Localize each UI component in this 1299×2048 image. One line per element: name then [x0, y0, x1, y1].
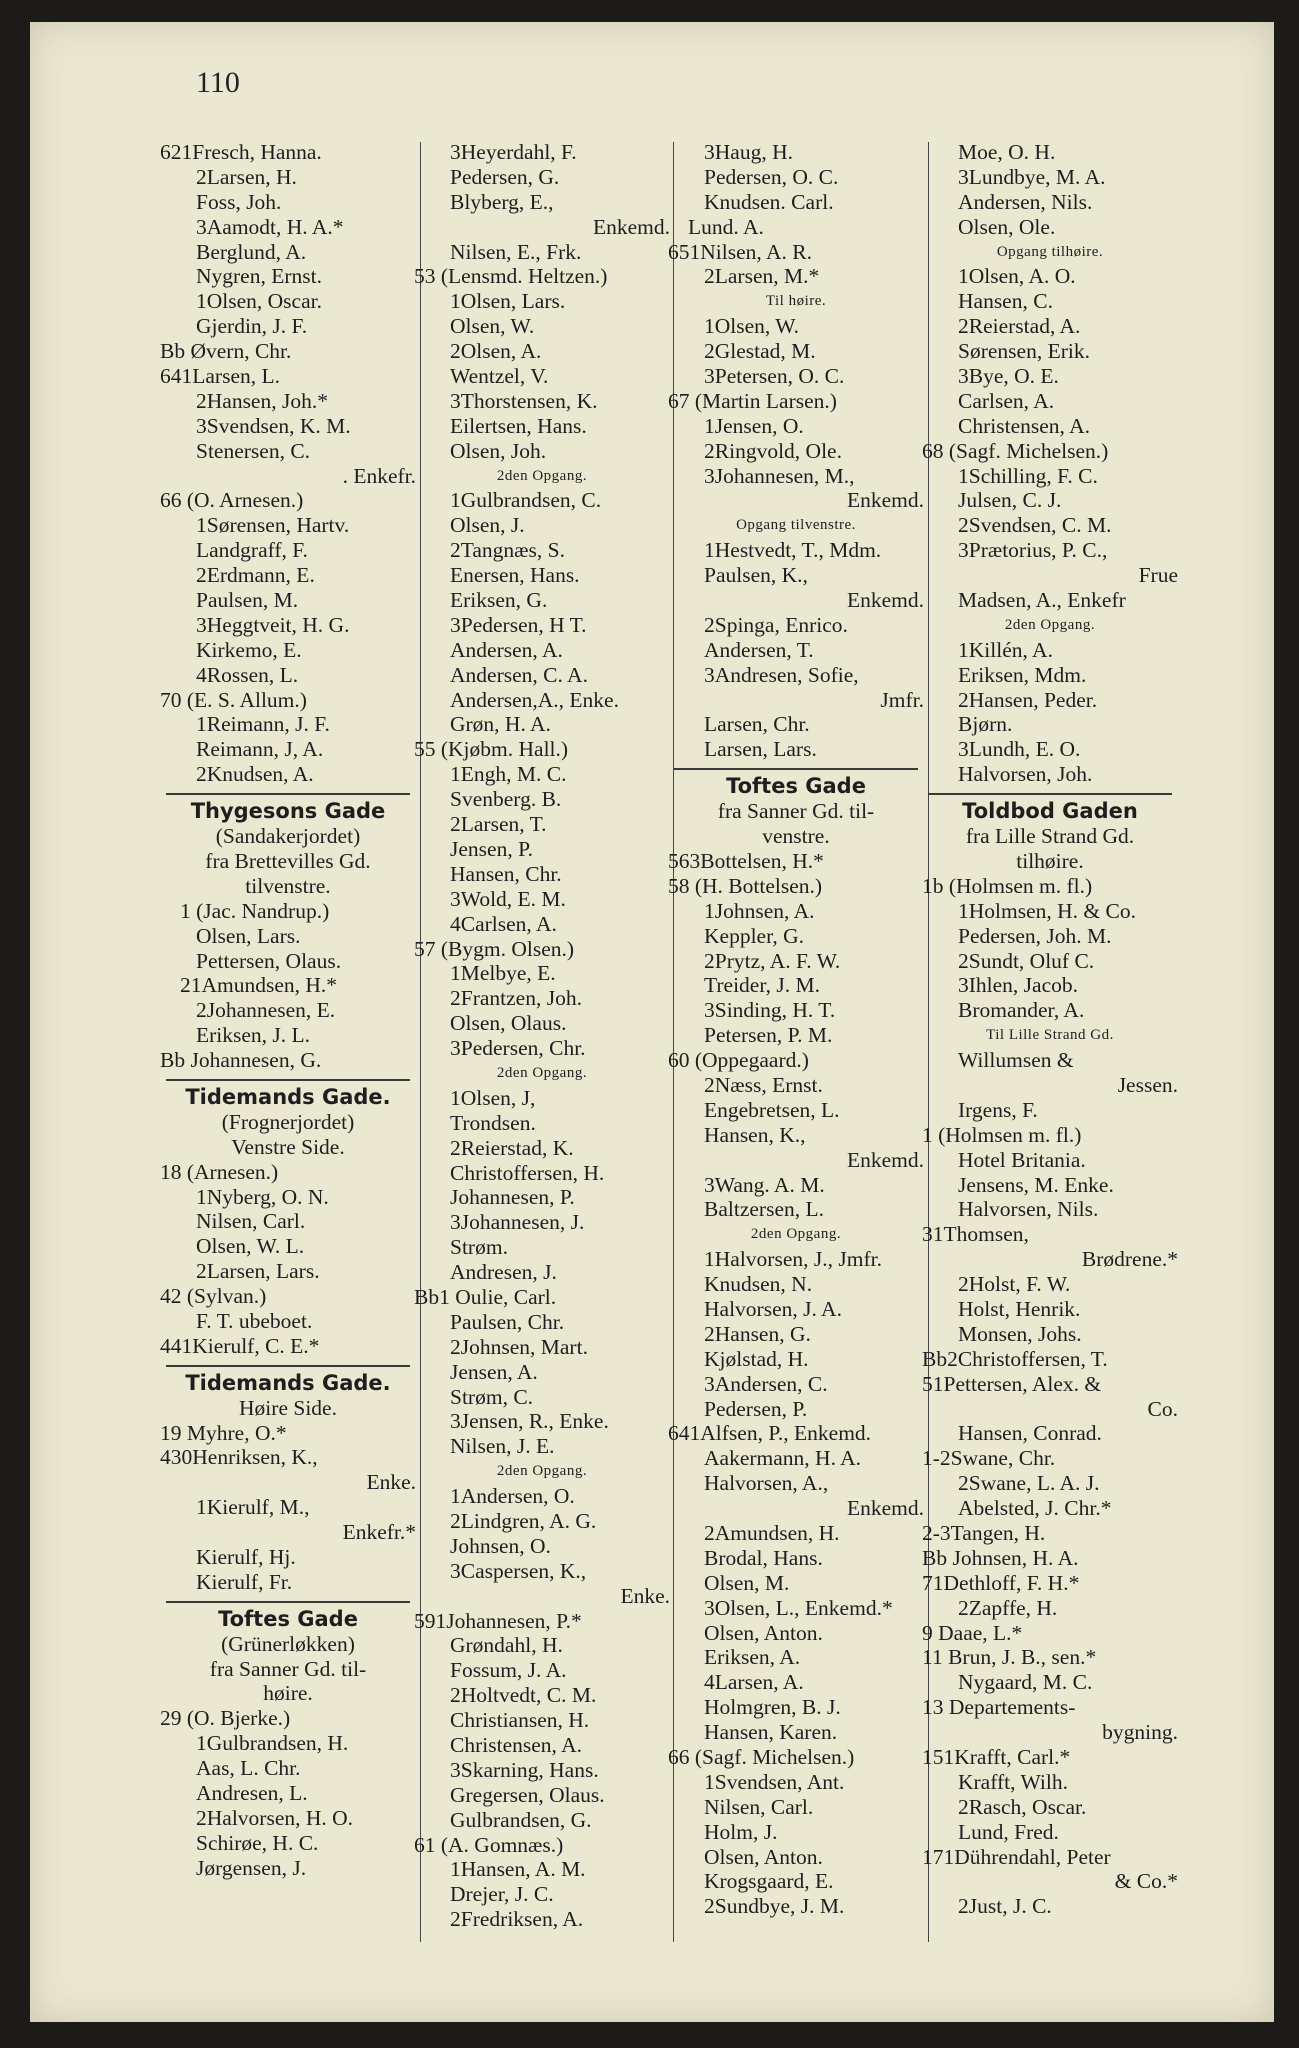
directory-entry: fra Sanner Gd. til- [209, 1656, 367, 1681]
directory-entry: Pedersen, P. [704, 1396, 808, 1421]
directory-entry: Paulsen, Chr. [450, 1309, 565, 1334]
directory-entry: 1Olsen, Lars. [450, 289, 566, 314]
directory-entry: 4Larsen, A. [704, 1670, 804, 1695]
directory-entry: 1Engh, M. C. [450, 762, 567, 787]
directory-entry: Kierulf, Hj. [196, 1544, 296, 1569]
directory-entry: Lund, Fred. [958, 1819, 1059, 1844]
directory-entry: 441Kierulf, C. E.* [160, 1333, 320, 1358]
directory-entry: 2Svendsen, C. M. [958, 513, 1112, 538]
directory-entry: 651Nilsen, A. R. [668, 239, 812, 264]
directory-entry: tilvenstre. [245, 873, 331, 898]
directory-entry: Baltzersen, L. [704, 1197, 824, 1222]
directory-entry: 3Wang. A. M. [704, 1172, 825, 1197]
directory-entry: 1Olsen, J, [450, 1085, 536, 1110]
directory-entry: 2Frantzen, Joh. [450, 986, 582, 1011]
directory-entry: Jensen, P. [450, 836, 534, 861]
directory-entry: Irgens, F. [958, 1097, 1038, 1122]
directory-entry: 2Sundbye, J. M. [704, 1894, 845, 1919]
column-1 [160, 140, 416, 1881]
directory-entry: Halvorsen, Joh. [958, 762, 1093, 787]
directory-entry: Grøndahl, H. [450, 1633, 563, 1658]
directory-entry: Andersen,A., Enke. [450, 687, 619, 712]
directory-entry: Grøn, H. A. [450, 712, 551, 737]
directory-entry: 3Bye, O. E. [958, 364, 1059, 389]
directory-entry: Krogsgaard, E. [704, 1869, 834, 1894]
directory-entry: Strøm, C. [450, 1384, 534, 1409]
directory-entry: Gulbrandsen, G. [450, 1807, 592, 1832]
directory-entry: 2Sundt, Oluf C. [958, 948, 1095, 973]
directory-entry: 2Larsen, T. [450, 812, 547, 837]
directory-entry: 2Halvorsen, H. O. [196, 1805, 354, 1830]
directory-entry: 151Krafft, Carl.* [922, 1745, 1071, 1769]
directory-entry: 2Holtvedt, C. M. [450, 1683, 597, 1708]
directory-entry: Halvorsen, J. A. [704, 1296, 842, 1321]
directory-entry: 1 (Holmsen m. fl.) [922, 1122, 1082, 1147]
directory-entry: 3Pedersen, H T. [450, 612, 587, 637]
street-heading: Toftes Gade [726, 774, 866, 799]
directory-entry: 18 (Arnesen.) [160, 1159, 279, 1184]
directory-entry: Andersen, Nils. [958, 189, 1093, 214]
directory-entry: Gregersen, Olaus. [450, 1782, 605, 1807]
directory-entry: Hansen, Chr. [450, 861, 562, 886]
directory-entry: 2-3Tangen, H. [922, 1520, 1046, 1545]
directory-entry: Foss, Joh. [196, 189, 282, 214]
directory-entry: 3Olsen, L., Enkemd.* [704, 1595, 893, 1620]
directory-entry: Jørgensen, J. [196, 1855, 307, 1880]
column-2 [414, 140, 670, 1932]
directory-entry: Olsen, M. [704, 1570, 790, 1595]
directory-entry: 2Næss, Ernst. [704, 1072, 823, 1097]
directory-entry: Kjølstad, H. [704, 1346, 809, 1371]
directory-entry: 19 Myhre, O.* [160, 1420, 287, 1445]
street-heading: Toftes Gade [218, 1606, 358, 1631]
directory-entry: Olsen, Ole. [958, 214, 1056, 239]
directory-entry: 51Pettersen, Alex. & [922, 1371, 1102, 1396]
directory-entry: Trondsen. [450, 1110, 536, 1135]
directory-entry: 1 (Jac. Nandrup.) [180, 898, 330, 923]
directory-entry: 1Nyberg, O. N. [196, 1184, 329, 1209]
directory-entry: 1Halvorsen, J., Jmfr. [704, 1247, 882, 1272]
section-divider [160, 787, 416, 799]
directory-entry: Kierulf, Fr. [196, 1569, 293, 1594]
directory-entry: 2Johnsen, Mart. [450, 1334, 588, 1359]
directory-entry: Moe, O. H. [958, 140, 1056, 164]
directory-entry: Aas, L. Chr. [196, 1756, 301, 1781]
directory-entry: Eriksen, J. L. [196, 1023, 311, 1048]
directory-entry: Andersen, C. A. [450, 662, 588, 687]
directory-entry: Keppler, G. [704, 923, 805, 948]
directory-entry: Jensens, M. Enke. [958, 1172, 1114, 1197]
directory-entry: 2Olsen, A. [450, 339, 542, 364]
directory-entry: 2Just, J. C. [958, 1894, 1052, 1919]
directory-entry: 3Lundbye, M. A. [958, 164, 1106, 189]
directory-entry: Paulsen, K., [704, 563, 808, 588]
directory-entry: Reimann, J, A. [196, 737, 324, 762]
directory-entry: Enkefr.* [342, 1520, 416, 1545]
directory-entry: 3Aamodt, H. A.* [196, 214, 344, 239]
directory-entry: Paulsen, M. [196, 588, 299, 613]
directory-entry: 58 (H. Bottelsen.) [668, 873, 823, 898]
directory-entry: Hansen, Karen. [704, 1720, 838, 1745]
directory-entry: Enkemd. [846, 588, 924, 613]
directory-entry: Enkemd. [846, 488, 924, 513]
directory-entry: Bb Øvern, Chr. [160, 339, 292, 364]
stairway-note: Opgang tilvenstre. [736, 517, 856, 534]
directory-entry: . Enkefr. [342, 463, 416, 488]
directory-entry: Brødrene.* [1081, 1247, 1178, 1272]
section-divider [668, 762, 924, 774]
directory-entry: 9 Daae, L.* [922, 1620, 1023, 1645]
directory-entry: Johnsen, O. [450, 1533, 551, 1558]
directory-entry: Enke. [620, 1583, 670, 1608]
directory-entry: 3Heyerdahl, F. [450, 140, 577, 164]
directory-entry: 2Hansen, Joh.* [196, 388, 328, 413]
page-number: 110 [196, 66, 240, 99]
directory-entry: 591Johannesen, P.* [414, 1608, 582, 1633]
directory-page [30, 22, 1274, 2022]
directory-entry: fra Lille Strand Gd. [965, 824, 1135, 849]
directory-entry: høire. [263, 1681, 313, 1706]
directory-entry: 2Rasch, Oscar. [958, 1794, 1087, 1819]
directory-entry: 4Rossen, L. [196, 662, 299, 687]
directory-entry: 1Hestvedt, T., Mdm. [704, 538, 882, 563]
directory-entry: 171Dührendahl, Peter [922, 1844, 1111, 1869]
directory-entry: Holst, Henrik. [958, 1296, 1081, 1321]
directory-entry: 2Fredriksen, A. [450, 1907, 584, 1932]
directory-entry: Bb2Christoffersen, T. [922, 1346, 1108, 1371]
directory-entry: 2Reierstad, A. [958, 314, 1081, 339]
directory-entry: Nygaard, M. C. [958, 1670, 1093, 1695]
directory-entry: Christensen, A. [450, 1733, 582, 1757]
directory-entry: 2Swane, L. A. J. [958, 1471, 1100, 1496]
directory-entry: 42 (Sylvan.) [160, 1284, 267, 1309]
directory-entry: 1Olsen, A. O. [958, 264, 1076, 289]
directory-entry: Pedersen, G. [450, 164, 560, 189]
directory-entry: 1Olsen, W. [704, 314, 799, 339]
directory-entry: 1Holmsen, H. & Co. [958, 898, 1136, 923]
section-divider [922, 787, 1178, 799]
street-heading: Tidemands Gade. [185, 1370, 391, 1395]
directory-entry: (Frognerjordet) [221, 1109, 355, 1134]
directory-entry: Hansen, Conrad. [958, 1421, 1102, 1446]
directory-entry: 3Jensen, R., Enke. [450, 1409, 609, 1434]
directory-entry: 3Ihlen, Jacob. [958, 973, 1079, 998]
directory-entry: 53 (Lensmd. Heltzen.) [414, 264, 608, 289]
directory-entry: Olsen, Lars. [196, 923, 301, 948]
directory-entry: 2Amundsen, H. [704, 1520, 840, 1545]
directory-entry: Blyberg, E., [450, 189, 554, 214]
directory-entry: Monsen, Johs. [958, 1321, 1082, 1346]
directory-entry: Enkemd. [592, 214, 670, 239]
directory-entry: Nygren, Ernst. [196, 264, 322, 289]
column-4 [922, 140, 1178, 1919]
directory-entry: 3Heggtveit, H. G. [196, 612, 350, 637]
directory-entry: Aakermann, H. A. [704, 1446, 862, 1471]
directory-entry: Hotel Britania. [958, 1147, 1086, 1172]
directory-entry: 3Skarning, Hans. [450, 1757, 599, 1782]
directory-entry: 2Prytz, A. F. W. [704, 948, 841, 973]
directory-entry: Christensen, A. [958, 413, 1090, 438]
directory-entry: Sørensen, Erik. [958, 339, 1090, 364]
directory-entry: 1Gulbrandsen, C. [450, 488, 602, 513]
directory-entry: 71Dethloff, F. H.* [922, 1570, 1080, 1595]
directory-entry: Holm, J. [704, 1819, 778, 1844]
directory-entry: 66 (O. Arnesen.) [160, 488, 304, 513]
directory-entry: 1Johnsen, A. [704, 898, 815, 923]
directory-entry: 1Olsen, Oscar. [196, 289, 322, 314]
directory-entry: Pettersen, Olaus. [196, 948, 342, 973]
stairway-note: 2den Opgang. [496, 467, 588, 484]
directory-entry: Holmgren, B. J. [704, 1695, 841, 1720]
directory-entry: Co. [1147, 1396, 1178, 1421]
directory-entry: Petersen, P. M. [704, 1023, 833, 1048]
directory-entry: Johannesen, P. [450, 1185, 575, 1210]
directory-entry: Nilsen, Carl. [196, 1209, 306, 1234]
directory-entry: 70 (E. S. Allum.) [160, 687, 307, 712]
directory-entry: Olsen, Olaus. [450, 1011, 567, 1036]
directory-entry: 641Larsen, L. [160, 364, 281, 389]
directory-entry: 641Alfsen, P., Enkemd. [668, 1421, 872, 1446]
directory-entry: Olsen, Joh. [450, 438, 547, 463]
directory-entry: 3Johannesen, J. [450, 1210, 585, 1235]
directory-entry: Svenberg. B. [450, 787, 562, 812]
directory-entry: 3Andresen, Sofie, [704, 662, 859, 687]
directory-entry: Bb1 Oulie, Carl. [414, 1284, 557, 1309]
directory-entry: 1Gulbrandsen, H. [196, 1731, 349, 1756]
directory-entry: 3Pedersen, Chr. [450, 1036, 586, 1061]
directory-entry: 2Glestad, M. [704, 339, 816, 364]
directory-entry: Olsen, W. L. [196, 1234, 305, 1259]
directory-entry: Nilsen, J. E. [450, 1434, 555, 1459]
directory-entry: Andresen, L. [196, 1781, 308, 1805]
directory-entry: 2Zapffe, H. [958, 1595, 1058, 1620]
directory-entry: Andresen, J. [450, 1260, 557, 1285]
directory-entry: 3Prætorius, P. C., [958, 538, 1108, 563]
directory-entry: Nilsen, E., Frk. [450, 239, 582, 264]
directory-entry: Jmfr. [880, 687, 924, 712]
directory-entry: 61 (A. Gomnæs.) [414, 1832, 564, 1857]
directory-entry: Olsen, J. [450, 513, 525, 538]
directory-entry: 3Haug, H. [704, 140, 793, 164]
directory-entry: Pedersen, Joh. M. [958, 923, 1112, 948]
directory-entry: bygning. [1102, 1720, 1178, 1745]
directory-entry: 3Lundh, E. O. [958, 737, 1081, 762]
directory-entry: F. T. ubeboet. [196, 1308, 313, 1333]
directory-entry: Knudsen, N. [704, 1272, 813, 1297]
directory-entry: Engebretsen, L. [704, 1097, 840, 1122]
directory-entry: 3Sinding, H. T. [704, 998, 836, 1023]
directory-entry: Brodal, Hans. [704, 1545, 823, 1570]
directory-entry: 2Ringvold, Ole. [704, 438, 842, 463]
directory-entry: 2Reierstad, K. [450, 1135, 574, 1160]
directory-entry: Enkemd. [846, 1496, 924, 1521]
directory-entry: 3Petersen, O. C. [704, 364, 845, 389]
stairway-note: Til Lille Strand Gd. [986, 1027, 1114, 1044]
directory-entry: 2Erdmann, E. [196, 563, 315, 588]
directory-entry: 29 (O. Bjerke.) [160, 1706, 291, 1731]
directory-entry: Knudsen. Carl. [704, 189, 834, 214]
directory-entry: fra Sanner Gd. til- [717, 799, 875, 824]
directory-entry: 1Jensen, O. [704, 413, 804, 438]
directory-entry: 2Knudsen, A. [196, 762, 314, 787]
stairway-note: 2den Opgang. [496, 1463, 588, 1480]
directory-entry: Julsen, C. J. [958, 488, 1062, 513]
directory-entry: Treider, J. M. [704, 973, 821, 998]
directory-entry: Fossum, J. A. [450, 1658, 567, 1683]
directory-entry: 57 (Bygm. Olsen.) [414, 936, 575, 961]
directory-entry: 563Bottelsen, H.* [668, 848, 824, 873]
directory-entry: fra Brettevilles Gd. [205, 848, 371, 873]
directory-entry: 3Andersen, C. [704, 1371, 828, 1396]
directory-entry: Nilsen, Carl. [704, 1794, 814, 1819]
directory-entry: Abelsted, J. Chr.* [958, 1496, 1112, 1521]
stairway-note: Til høire. [765, 293, 827, 310]
directory-entry: Gjerdin, J. F. [196, 314, 308, 339]
directory-entry: Landgraff, F. [196, 538, 308, 563]
directory-entry: Christoffersen, H. [450, 1160, 605, 1185]
directory-entry: Berglund, A. [196, 239, 307, 264]
directory-entry: Eilertsen, Hans. [450, 413, 587, 438]
directory-entry: Wentzel, V. [450, 364, 549, 389]
directory-entry: Christiansen, H. [450, 1708, 590, 1733]
directory-entry: Eriksen, G. [450, 588, 548, 613]
directory-entry: Enkemd. [846, 1147, 924, 1172]
directory-entry: 3Thorstensen, K. [450, 388, 598, 413]
directory-entry: 1Schilling, F. C. [958, 463, 1098, 488]
directory-entry: Larsen, Lars. [704, 737, 817, 762]
directory-entry: 1Kierulf, M., [196, 1495, 310, 1520]
directory-entry: Pedersen, O. C. [704, 164, 839, 189]
directory-entry: 1Reimann, J. F. [196, 712, 330, 737]
directory-entry: Hansen, C. [958, 289, 1053, 314]
directory-entry: 2Larsen, M.* [704, 264, 820, 289]
directory-entry: 2Larsen, H. [196, 164, 297, 189]
directory-entry: Andersen, T. [704, 637, 814, 662]
directory-entry: 1Hansen, A. M. [450, 1857, 586, 1882]
directory-entry: 2Johannesen, E. [196, 998, 336, 1023]
directory-entry: Larsen, Chr. [704, 712, 810, 737]
street-heading: Thygesons Gade [190, 799, 386, 824]
directory-entry: & Co.* [1114, 1869, 1178, 1894]
directory-entry: 21Amundsen, H.* [180, 973, 338, 998]
directory-entry: venstre. [762, 824, 830, 849]
directory-entry: 3Johannesen, M., [704, 463, 855, 488]
directory-entry: (Sandakerjordet) [215, 824, 361, 849]
directory-entry: Bjørn. [958, 712, 1013, 737]
directory-entry: tilhøire. [1016, 848, 1084, 873]
directory-entry: 31Thomsen, [922, 1222, 1029, 1247]
directory-entry: 621Fresch, Hanna. [160, 140, 322, 164]
directory-entry: 11 Brun, J. B., sen.* [922, 1645, 1097, 1670]
directory-entry: Bromander, A. [958, 998, 1085, 1023]
section-divider [160, 1595, 416, 1607]
directory-entry: Høire Side. [239, 1395, 337, 1420]
directory-entry: 3Wold, E. M. [450, 886, 566, 911]
directory-entry: 2Tangnæs, S. [450, 538, 565, 563]
section-divider [160, 1073, 416, 1085]
stairway-note: 2den Opgang. [750, 1226, 842, 1243]
directory-entry: Halvorsen, Nils. [958, 1197, 1099, 1222]
directory-entry: Frue [1138, 563, 1178, 588]
section-divider [160, 1359, 416, 1371]
directory-entry: Eriksen, A. [704, 1645, 801, 1670]
stairway-note: Opgang tilhøire. [996, 243, 1104, 260]
directory-entry: 2Hansen, Peder. [958, 687, 1098, 712]
directory-entry: Enke. [366, 1470, 416, 1495]
directory-entry: Enersen, Hans. [450, 563, 580, 588]
directory-entry: Willumsen & [958, 1048, 1074, 1073]
directory-entry: Bb Johannesen, G. [160, 1048, 322, 1073]
directory-entry: Carlsen, A. [958, 388, 1055, 413]
directory-entry: Jessen. [1117, 1072, 1178, 1097]
directory-entry: Lund. A. [688, 214, 764, 239]
directory-entry: 55 (Kjøbm. Hall.) [414, 737, 569, 762]
directory-entry: 4Carlsen, A. [450, 911, 557, 936]
directory-entry: 3Svendsen, K. M. [196, 413, 351, 438]
directory-entry: Madsen, A., Enkefr [958, 588, 1126, 613]
directory-entry: Hansen, K., [704, 1122, 806, 1147]
directory-entry: Olsen, W. [450, 314, 535, 339]
directory-entry: 430Henriksen, K., [160, 1445, 318, 1470]
directory-entry: 1-2Swane, Chr. [922, 1446, 1056, 1471]
directory-entry: Bb Johnsen, H. A. [922, 1545, 1079, 1570]
street-heading: Tidemands Gade. [185, 1084, 391, 1109]
directory-entry: 1Killén, A. [958, 637, 1053, 662]
stairway-note: 2den Opgang. [496, 1064, 588, 1081]
directory-entry: Strøm. [450, 1235, 508, 1260]
directory-entry: 1Svendsen, Ant. [704, 1769, 845, 1794]
directory-entry: 1b (Holmsen m. fl.) [922, 873, 1093, 898]
directory-entry: 2Hansen, G. [704, 1321, 811, 1346]
directory-entry: 2Larsen, Lars. [196, 1259, 320, 1284]
directory-entry: (Grünerløkken) [221, 1631, 355, 1656]
directory-entry: Eriksen, Mdm. [958, 662, 1087, 687]
directory-entry: 2Lindgren, A. G. [450, 1508, 597, 1533]
directory-entry: 1Melbye, E. [450, 961, 556, 986]
directory-entry: 66 (Sagf. Michelsen.) [668, 1745, 855, 1769]
stairway-note: 2den Opgang. [1004, 616, 1096, 633]
directory-entry: Krafft, Wilh. [958, 1769, 1068, 1794]
street-heading: Toldbod Gaden [962, 799, 1138, 824]
directory-entry: Olsen, Anton. [704, 1844, 823, 1869]
directory-entry: Olsen, Anton. [704, 1620, 823, 1645]
directory-entry: 60 (Oppegaard.) [668, 1048, 809, 1073]
directory-entry: Halvorsen, A., [704, 1471, 829, 1496]
directory-entry: Stenersen, C. [196, 438, 311, 463]
directory-entry: Drejer, J. C. [450, 1882, 554, 1907]
directory-entry: 1Sørensen, Hartv. [196, 513, 350, 538]
directory-entry: Kirkemo, E. [196, 637, 302, 662]
directory-entry: Venstre Side. [231, 1134, 345, 1159]
directory-entry: 13 Departements- [922, 1695, 1076, 1720]
column-3 [668, 140, 924, 1919]
directory-entry: 2Holst, F. W. [958, 1272, 1071, 1297]
directory-entry: Schirøe, H. C. [196, 1830, 319, 1855]
directory-entry: 3Caspersen, K., [450, 1558, 587, 1583]
directory-entry: 67 (Martin Larsen.) [668, 388, 837, 413]
directory-entry: 2Spinga, Enrico. [704, 612, 848, 637]
directory-entry: Jensen, A. [450, 1359, 538, 1384]
directory-entry: 1Andersen, O. [450, 1484, 575, 1509]
directory-entry: Andersen, A. [450, 637, 563, 662]
directory-entry: 68 (Sagf. Michelsen.) [922, 438, 1109, 463]
